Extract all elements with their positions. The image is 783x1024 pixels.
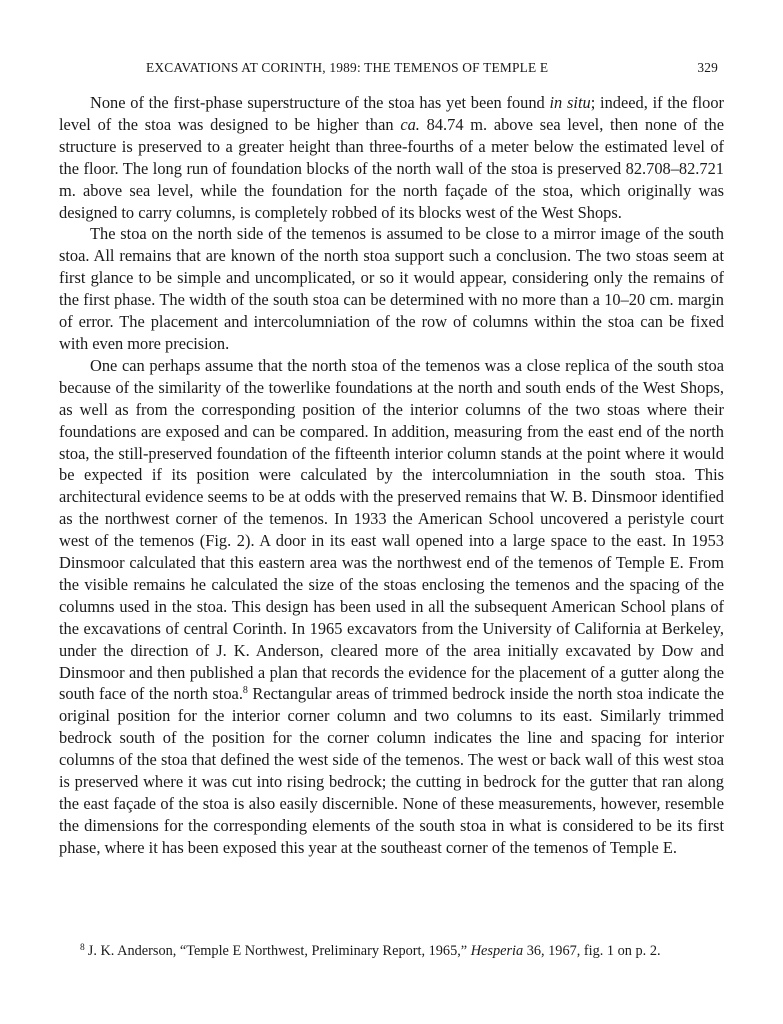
paragraph-2: The stoa on the north side of the temenos is assumed to be close to a mirror image of the south stoa. All remains that are known of the north stoa support such a conclusion. The two stoas seem at first glance to be simple and uncomplicated, or so it would appear, considering only the remains of the first phase. The width of the south stoa can be determined with no more than a 10–20 cm. margin of error. The placement and intercolumniation of the row of columns within the stoa can be fixed with even more precision. (59, 224, 724, 353)
p1-text-1: None of the first-phase superstructure of the stoa has yet been found (90, 93, 550, 112)
p1-text-2: ; indeed, if the floor level of the stoa was designed to be higher than (59, 93, 724, 134)
p1-italic-in-situ: in situ (549, 93, 591, 112)
running-title: EXCAVATIONS AT CORINTH, 1989: THE TEMENOS OF TEMPLE E (146, 60, 549, 75)
footnote-reference[interactable]: 8 (242, 685, 248, 697)
paragraph-3 (59, 355, 724, 859)
p1-italic-ca: ca. (400, 114, 420, 134)
paragraph-1 (59, 92, 724, 223)
footnote (80, 941, 720, 961)
p3-text-1: One can perhaps assume that the north stoa of the temenos was a close replica of the south stoa because of the similarity of the towerlike foundations at the north and south ends of the West Shops, as well as from the corresponding position of the interior columns of the two stoas where their foundations are exposed and can be compared. In addition, measuring from the east end of the north stoa, the still-preserved foundation of the fifteenth interior column stands at the point where it would be expected if its position were calculated by the intercolumniation in the south stoa. This architectural evidence seems to be at odds with the preserved remains that W. B. Dinsmoor identified as the northwest corner of the temenos. In 1933 the American School uncovered a peristyle court west of the temenos (Fig. 2). A door in its east wall opened into a large space to the east. In 1953 Dinsmoor calculated that this eastern area was the northwest end of the temenos of Temple E. From the visible remains he calculated the size of the stoas enclosing the temenos and the spacing of the columns used in the stoa. This design has been used in all the subsequent American School plans of the excavations of central Corinth. In 1965 excavators from the University of California at Berkeley, under the direction of J. K. Anderson, cleared more of the area initially excavated by Dow and Dinsmoor and then published a plan that records the evidence for the placement of a gutter along the south face of the north stoa. (59, 355, 724, 704)
footnote-text-2: 36, 1967, fig. 1 on p. 2. (523, 943, 661, 959)
p3-text-2: Rectangular areas of trimmed bedrock inside the north stoa indicate the original position for the interior corner column and two columns to its east. Similarly trimmed bedrock south of the position for the corner column indicates the line and spacing for interior columns of the stoa that defined the west side of the temenos. The west or back wall of this west stoa is preserved where it was cut into rising bedrock; the cutting in bedrock for the gutter that ran along the east façade of the stoa is also easily discernible. None of these measurements, however, resemble the dimensions for the corresponding elements of the south stoa in what is considered to be its first phase, where it has been exposed this year at the southeast corner of the temenos of Temple E. (59, 684, 724, 857)
footnote-journal: Hesperia (470, 943, 524, 959)
footnote-mark: 8 (80, 943, 85, 953)
p1-text-3: 84.74 m. above sea level, then none of the structure is preserved to a greater height than three-fourths of a meter below the estimated level of the floor. The long run of foundation blocks of the north wall of the stoa is preserved 82.708–82.721 m. above sea level, while the foundation for the north façade of the stoa, which originally was designed to carry columns, is completely robbed of its blocks west of the West Shops. (59, 114, 724, 222)
footnote-text-1: J. K. Anderson, “Temple E Northwest, Preliminary Report, 1965,” (87, 943, 471, 959)
body-text (59, 92, 724, 859)
page-number: 329 (697, 60, 718, 75)
